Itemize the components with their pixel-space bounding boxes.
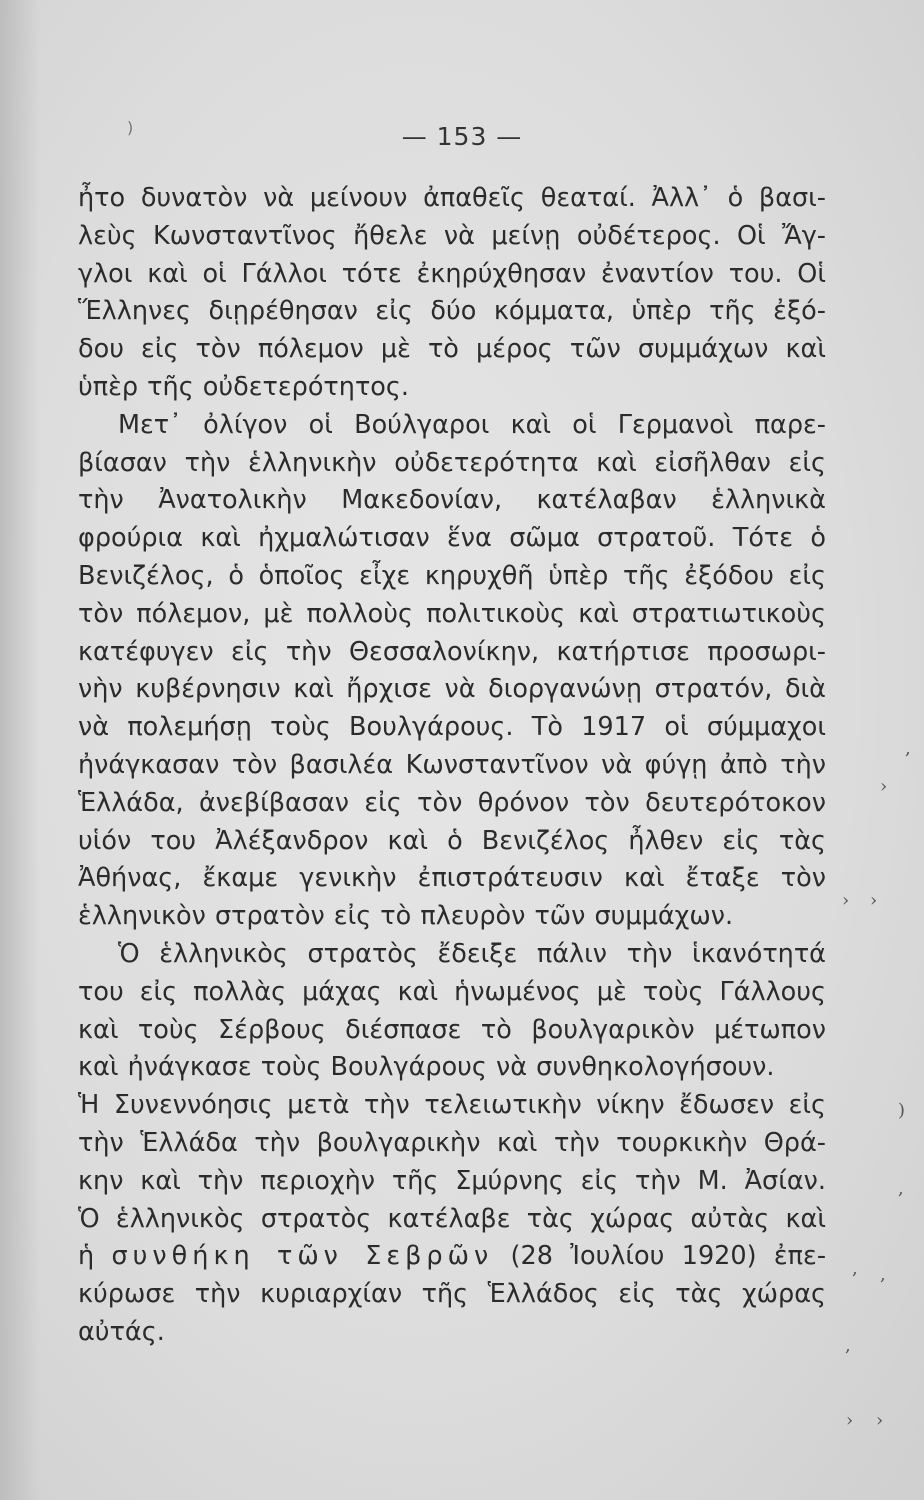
text-line: ἑλληνικὸν στρατὸν εἰς τὸ πλευρὸν τῶν συμμάχων.	[78, 901, 734, 932]
text-line: γλοι καὶ οἱ Γάλλοι τότε ἐκηρύχθησαν ἐναντίον του. Οἱ	[78, 258, 826, 289]
text-line: Ἀθήνας, ἔκαμε γενικὴν ἐπιστράτευσιν καὶ ἔταξε τὸν	[78, 863, 826, 894]
line-prefix: κύρωσε τὴν	[78, 1279, 241, 1310]
text-line: κην καὶ τὴν περιοχὴν τῆς Σμύρνης εἰς τὴν Μ. Ἀσίαν.	[78, 1165, 826, 1196]
margin-mark: ,	[905, 738, 911, 759]
text-line: Ἡ Συνεννόησις μετὰ τὴν τελειωτικὴν νίκην ἔδωσεν εἰς	[78, 1090, 826, 1121]
text-line: Βενιζέλος, ὁ ὁποῖος εἶχε κηρυχθῆ ὑπὲρ τῆς ἐξόδου εἰς	[78, 560, 826, 591]
text-line: λεὺς Κωνσταντῖνος ἤθελε νὰ μείνῃ οὐδέτερος. Οἱ Ἄγ-	[78, 220, 826, 251]
text-line: ὑπὲρ τῆς οὐδετερότητος.	[78, 371, 409, 402]
text-line: Ὁ ἑλληνικὸς στρατὸς ἔδειξε πάλιν τὴν ἱκανότητά	[118, 938, 826, 969]
margin-mark: ›	[876, 1410, 884, 1431]
margin-mark: ›	[846, 1410, 854, 1431]
text-line: τὴν Ἑλλάδα τὴν βουλγαρικὴν καὶ τὴν τουρκικὴν Θρά-	[78, 1127, 826, 1158]
text-line-spaced	[78, 1238, 826, 1276]
margin-mark: ,	[898, 1178, 904, 1199]
text-line: κατέφυγεν εἰς τὴν Θεσσαλονίκην, κατήρτισε προσωρι-	[78, 636, 826, 667]
text-line: τὸν πόλεμον, μὲ πολλοὺς πολιτικοὺς καὶ στρατιωτικοὺς	[78, 598, 826, 629]
spaced-line-prefix: ἡ	[78, 1241, 95, 1272]
body-text	[78, 180, 826, 1352]
margin-mark: ,	[880, 1264, 886, 1285]
text-line: ἦτο δυνατὸν νὰ μείνουν ἀπαθεῖς θεαταί. Ἀλλ᾿ ὁ βασι-	[78, 183, 826, 213]
margin-mark: ›	[842, 890, 850, 911]
text-line: νὰ πολεμήσῃ τοὺς Βουλγάρους. Τὸ 1917 οἱ σύμμαχοι	[78, 712, 826, 743]
text-line: δου εἰς τὸν πόλεμον μὲ τὸ μέρος τῶν συμμάχων καὶ	[78, 334, 826, 365]
line-rest: κυριαρχίαν τῆς Ἑλλάδος εἰς τὰς χώρας	[260, 1279, 826, 1310]
gutter-shadow	[0, 0, 40, 1500]
text-line: Μετ᾿ ὀλίγον οἱ Βούλγαροι καὶ οἱ Γερμανοὶ παρε-	[118, 409, 826, 440]
text-line: τὴν Ἀνατολικὴν Μακεδονίαν, κατέλαβαν ἑλληνικὰ	[78, 485, 826, 516]
text-line: υἱόν του Ἀλέξανδρον καὶ ὁ Βενιζέλος ἦλθεν εἰς τὰς	[78, 825, 826, 856]
page-number: — 153 —	[401, 122, 523, 151]
text-line: βίασαν τὴν ἑλληνικὴν οὐδετερότητα καὶ εἰσῆλθαν εἰς	[78, 447, 826, 478]
text-line: αὐτάς.	[78, 1316, 165, 1347]
text-line: καὶ τοὺς Σέρβους διέσπασε τὸ βουλγαρικὸν μέτωπον	[78, 1014, 826, 1045]
stray-mark: )	[127, 118, 134, 137]
text-line: νὴν κυβέρνησιν καὶ ἤρχισε νὰ διοργανώνῃ στρατόν, διὰ	[78, 674, 826, 705]
text-line: του εἰς πολλὰς μάχας καὶ ἡνωμένος μὲ τοὺς Γάλλους	[78, 976, 826, 1007]
text-line: Ὁ ἑλληνικὸς στρατὸς κατέλαβε τὰς χώρας αὐτὰς καὶ	[78, 1203, 826, 1234]
margin-mark: ›	[870, 890, 878, 911]
spaced-emphasis: συνθήκη τῶν Σεβρῶν	[111, 1241, 494, 1272]
margin-mark: )	[898, 1100, 906, 1121]
text-line: καὶ ἠνάγκασε τοὺς Βουλγάρους νὰ συνθηκολογήσουν.	[78, 1052, 775, 1083]
spaced-line-suffix: (28 Ἰουλίου 1920) ἐπε-	[510, 1241, 827, 1272]
margin-mark: ,	[845, 1335, 851, 1356]
text-line: Ἕλληνες διῃρέθησαν εἰς δύο κόμματα, ὑπὲρ τῆς ἐξό-	[78, 296, 826, 327]
text-line: φρούρια καὶ ἠχμαλώτισαν ἕνα σῶμα στρατοῦ. Τότε ὁ	[78, 523, 826, 554]
text-line-composite	[78, 1276, 826, 1314]
text-line: Ἑλλάδα, ἀνεβίβασαν εἰς τὸν θρόνον τὸν δευτερότοκον	[78, 787, 826, 818]
margin-mark: ,	[852, 1258, 858, 1279]
margin-mark: ›	[880, 776, 888, 797]
text-line: ἠνάγκασαν τὸν βασιλέα Κωνσταντῖνον νὰ φύγῃ ἀπὸ τὴν	[78, 749, 826, 780]
